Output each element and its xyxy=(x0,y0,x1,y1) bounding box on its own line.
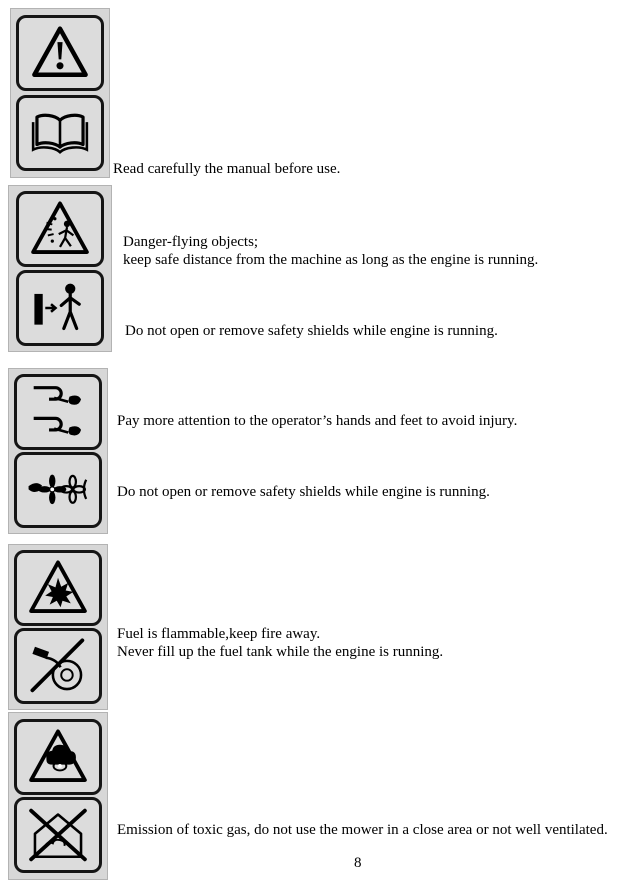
caption-line: Fuel is flammable,keep fire away. xyxy=(117,626,321,642)
caption-line: Never fill up the fuel tank while the engine is running. xyxy=(117,644,444,660)
symbol-panel-flying-objects xyxy=(8,185,112,352)
caption-flying-objects xyxy=(123,233,623,269)
blade-hand-icon xyxy=(14,374,102,450)
caption-toxic-gas xyxy=(117,821,627,839)
caption-line: Pay more attention to the operator’s hands and feet to avoid injury. xyxy=(117,413,518,429)
caption-flammable xyxy=(117,625,617,661)
warning-triangle-icon xyxy=(16,15,104,91)
caption-line: Emission of toxic gas, do not use the mower in a close area or not well ventilated. xyxy=(117,822,608,838)
symbol-panel-toxic-gas xyxy=(8,712,108,880)
read-manual-icon xyxy=(16,95,104,171)
toxic-gas-icon xyxy=(14,719,102,795)
no-refuel-icon xyxy=(14,628,102,704)
page-number: 8 xyxy=(354,855,362,871)
caption-line: Do not open or remove safety shields while engine is running. xyxy=(117,484,490,500)
symbol-panel-read-manual xyxy=(10,8,110,178)
caption-no-open-shields-2 xyxy=(117,483,607,501)
caption-line: Danger-flying objects; xyxy=(123,234,259,250)
caption-hands-feet xyxy=(117,412,617,430)
flying-objects-icon xyxy=(16,191,104,267)
rotating-blades-icon xyxy=(14,452,102,528)
symbol-panel-hands-feet xyxy=(8,368,108,534)
caption-line: keep safe distance from the machine as long as the engine is running. xyxy=(123,252,539,268)
no-indoor-use-icon xyxy=(14,797,102,873)
caption-line: Do not open or remove safety shields while engine is running. xyxy=(125,323,498,339)
caption-read-manual xyxy=(113,160,453,178)
caption-no-open-shields-1 xyxy=(125,322,615,340)
fire-hazard-icon xyxy=(14,550,102,626)
keep-distance-icon xyxy=(16,270,104,346)
symbol-panel-flammable xyxy=(8,544,108,710)
caption-line: Read carefully the manual before use. xyxy=(113,161,341,177)
